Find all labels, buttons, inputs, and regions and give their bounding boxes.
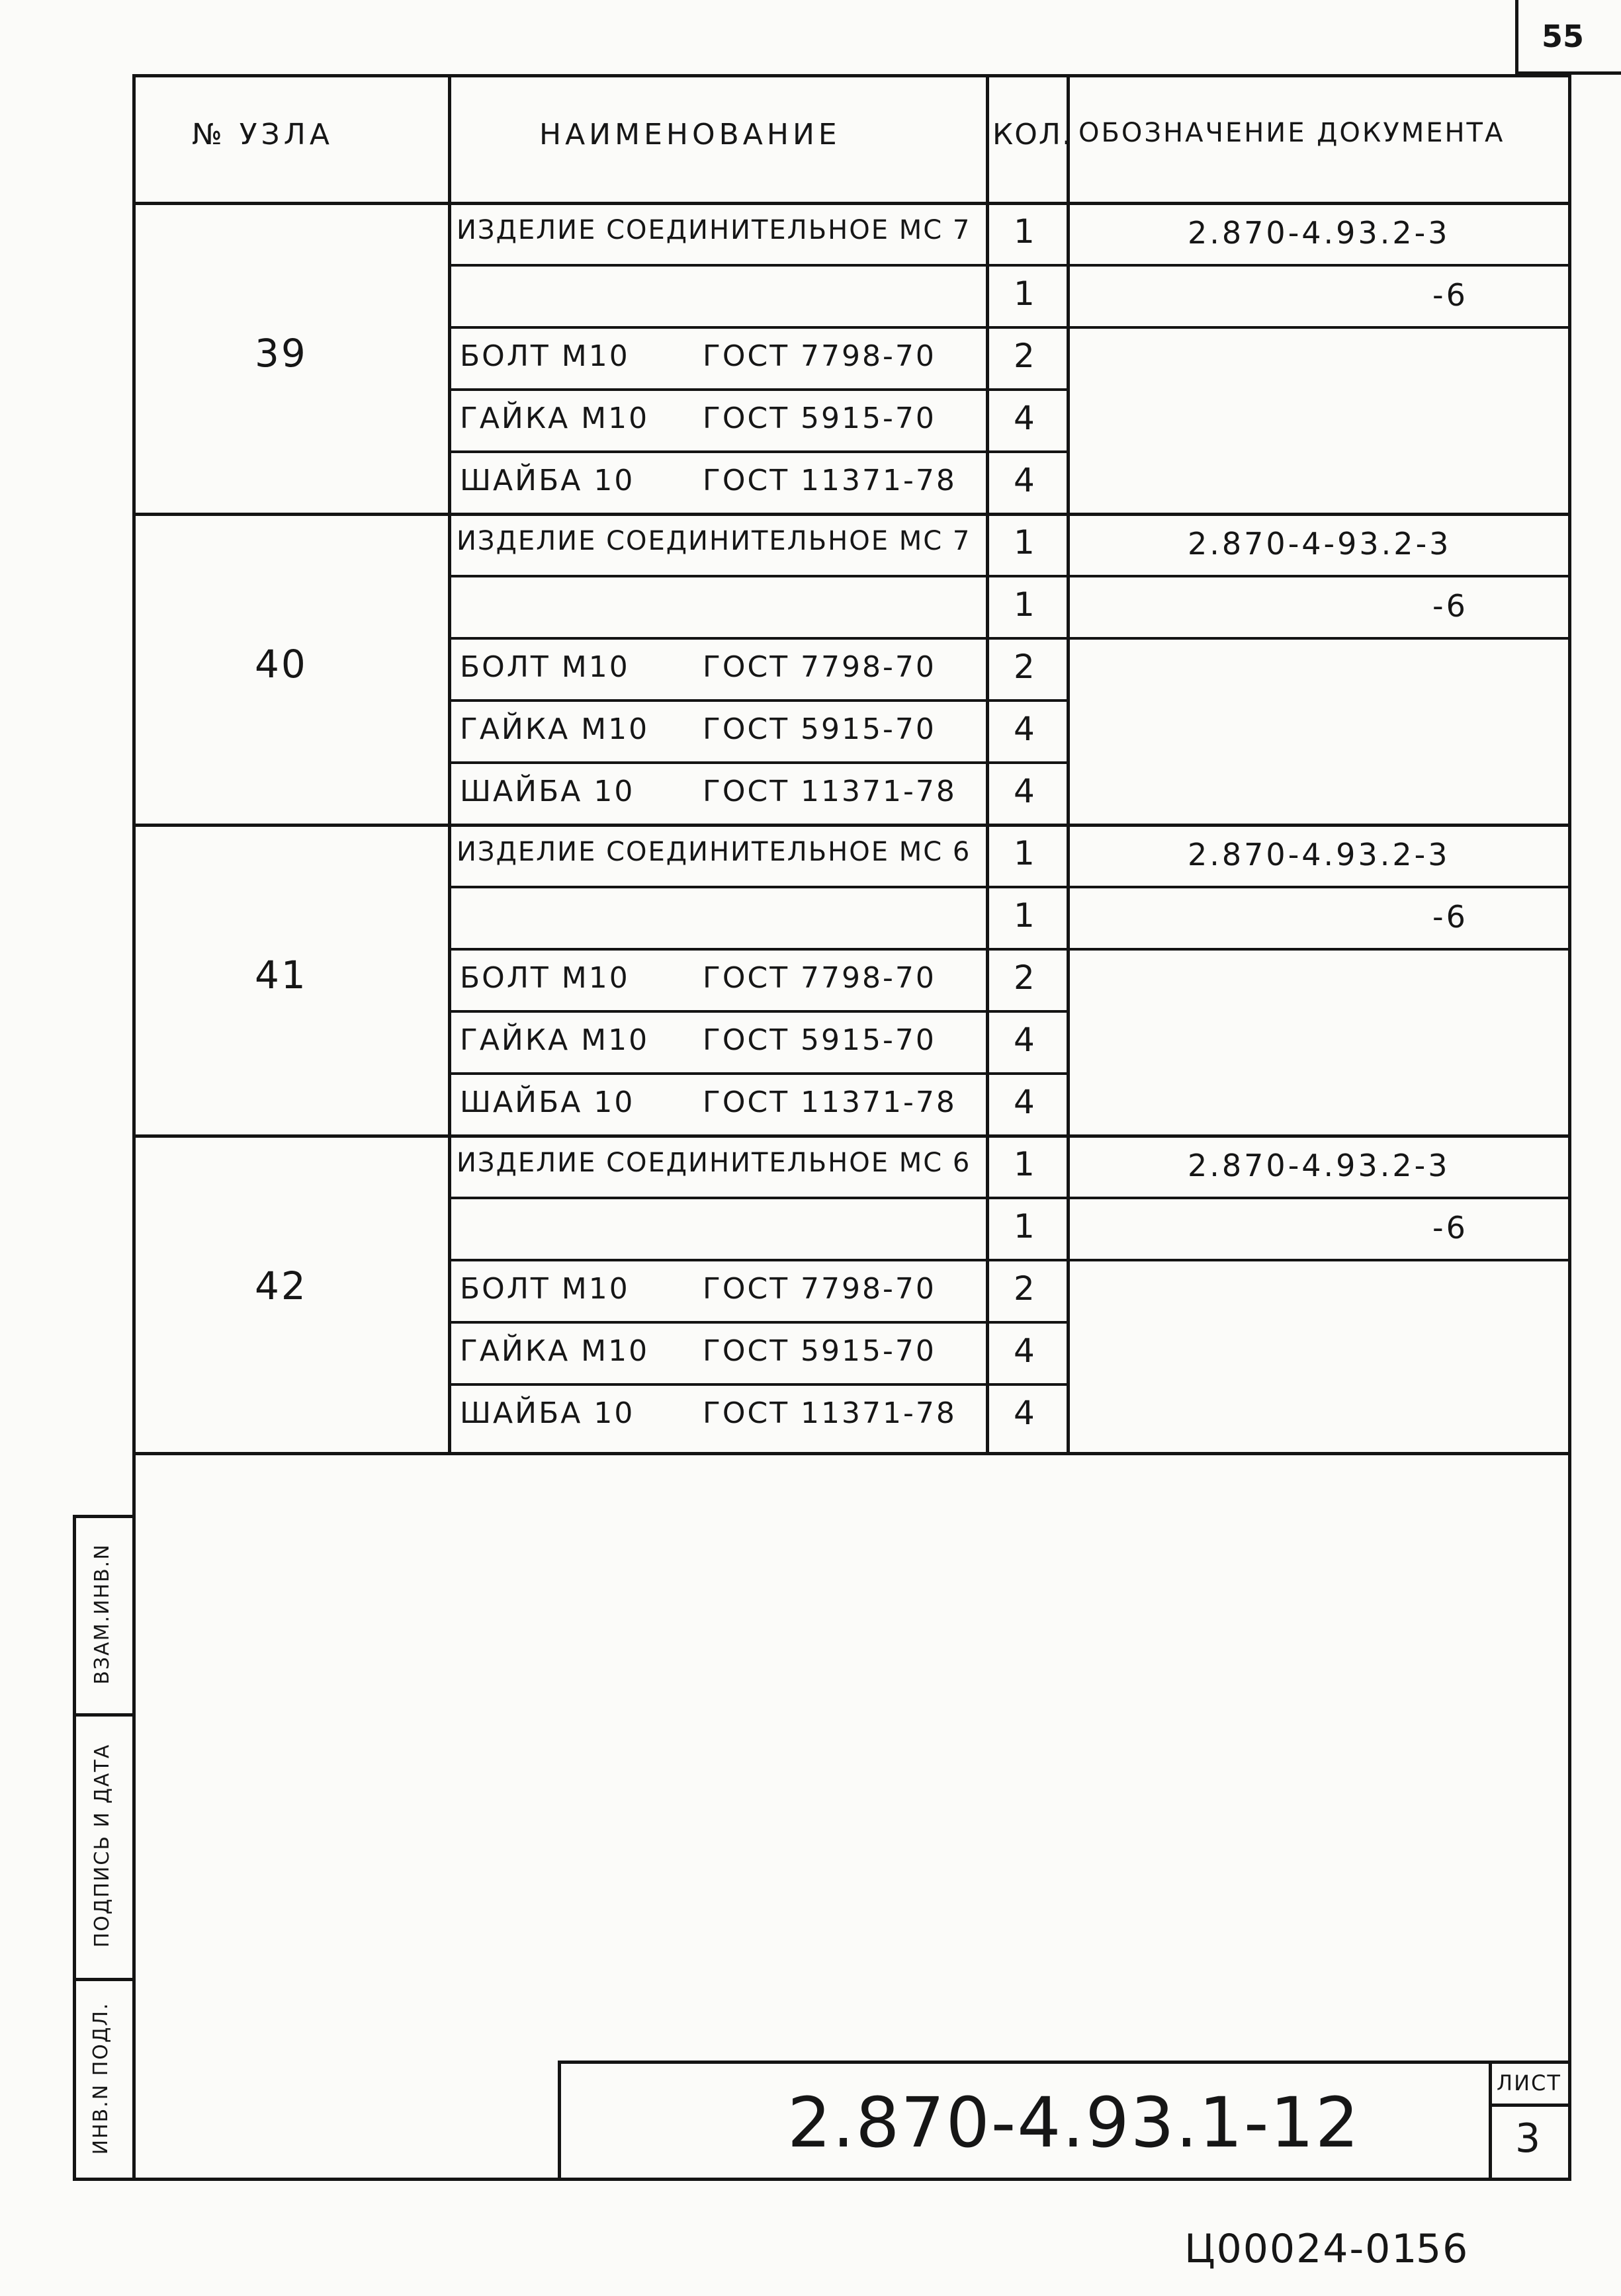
item-name: ГАЙКА М10 bbox=[460, 1334, 650, 1368]
document-code: 2.870-4.93.1-12 bbox=[787, 2082, 1360, 2163]
item-name: БОЛТ М10 bbox=[460, 1272, 630, 1306]
item-qty: 1 bbox=[1014, 1145, 1037, 1183]
item-name: ГАЙКА М10 bbox=[460, 712, 650, 746]
item-gost: ГОСТ 5915-70 bbox=[703, 1334, 936, 1368]
item-qty: 1 bbox=[1014, 275, 1037, 313]
item-name: ШАЙБА 10 bbox=[460, 1396, 635, 1430]
item-qty: 4 bbox=[1014, 461, 1037, 499]
item-qty: 4 bbox=[1014, 1332, 1037, 1370]
item-qty: 4 bbox=[1014, 399, 1037, 437]
item-gost: ГОСТ 5915-70 bbox=[703, 402, 936, 435]
item-qty: 4 bbox=[1014, 1021, 1037, 1059]
item-gost: ГОСТ 7798-70 bbox=[703, 961, 936, 995]
item-gost: ГОСТ 5915-70 bbox=[703, 712, 936, 746]
item-qty: 1 bbox=[1014, 1207, 1037, 1246]
node-number: 39 bbox=[255, 331, 308, 376]
footer-archive-code: Ц00024-01 bbox=[1184, 2226, 1419, 2272]
item-name: ИЗДЕЛИЕ СОЕДИНИТЕЛЬНОЕ МС 6 bbox=[457, 1148, 971, 1178]
item-qty: 4 bbox=[1014, 772, 1037, 810]
item-qty: 2 bbox=[1014, 1269, 1037, 1308]
item-name: ИЗДЕЛИЕ СОЕДИНИТЕЛЬНОЕ МС 7 bbox=[457, 215, 971, 245]
item-name: БОЛТ М10 bbox=[460, 650, 630, 684]
item-qty: 1 bbox=[1014, 896, 1037, 935]
item-qty: 1 bbox=[1014, 212, 1037, 251]
item-name: ИЗДЕЛИЕ СОЕДИНИТЕЛЬНОЕ МС 7 bbox=[457, 526, 971, 556]
page-number: 55 bbox=[1542, 19, 1585, 54]
item-gost: ГОСТ 7798-70 bbox=[703, 339, 936, 373]
node-number: 42 bbox=[255, 1263, 308, 1308]
item-gost: ГОСТ 5915-70 bbox=[703, 1023, 936, 1057]
item-document: 2.870-4.93.2-3 bbox=[1188, 837, 1450, 872]
item-document: 2.870-4.93.2-3 bbox=[1188, 1148, 1450, 1183]
item-gost: ГОСТ 11371-78 bbox=[703, 1085, 957, 1119]
item-gost: ГОСТ 7798-70 bbox=[703, 1272, 936, 1306]
item-document: -6 bbox=[1432, 899, 1468, 935]
item-name: ИЗДЕЛИЕ СОЕДИНИТЕЛЬНОЕ МС 6 bbox=[457, 837, 971, 867]
item-name: ГАЙКА М10 bbox=[460, 1023, 650, 1057]
item-document: 2.870-4-93.2-3 bbox=[1188, 526, 1452, 562]
header-document: ОБОЗНАЧЕНИЕ ДОКУМЕНТА bbox=[1078, 118, 1505, 148]
footer-page: 56 bbox=[1416, 2226, 1469, 2272]
item-name: БОЛТ М10 bbox=[460, 961, 630, 995]
podpis-label: ПОДПИСЬ И ДАТА bbox=[91, 1743, 114, 1948]
item-gost: ГОСТ 11371-78 bbox=[703, 1396, 957, 1430]
node-number: 41 bbox=[255, 953, 308, 998]
item-document: -6 bbox=[1432, 1210, 1468, 1246]
item-qty: 1 bbox=[1014, 585, 1037, 624]
item-qty: 1 bbox=[1014, 834, 1037, 872]
vzam-label: ВЗАМ.ИНВ.N bbox=[91, 1543, 114, 1685]
item-document: 2.870-4.93.2-3 bbox=[1188, 215, 1450, 251]
item-qty: 2 bbox=[1014, 337, 1037, 375]
item-qty: 4 bbox=[1014, 710, 1037, 748]
item-name: ШАЙБА 10 bbox=[460, 1085, 635, 1119]
header-name: НАИМЕНОВАНИЕ bbox=[539, 118, 841, 151]
item-gost: ГОСТ 11371-78 bbox=[703, 464, 957, 497]
item-name: ШАЙБА 10 bbox=[460, 775, 635, 808]
item-gost: ГОСТ 7798-70 bbox=[703, 650, 936, 684]
item-name: ГАЙКА М10 bbox=[460, 402, 650, 435]
item-name: ШАЙБА 10 bbox=[460, 464, 635, 497]
item-qty: 1 bbox=[1014, 523, 1037, 562]
node-number: 40 bbox=[255, 642, 308, 687]
header-qty: КОЛ. bbox=[992, 118, 1073, 151]
sheet-label: ЛИСТ bbox=[1497, 2070, 1561, 2096]
item-document: -6 bbox=[1432, 277, 1468, 313]
item-qty: 4 bbox=[1014, 1083, 1037, 1121]
item-qty: 2 bbox=[1014, 958, 1037, 997]
item-qty: 2 bbox=[1014, 648, 1037, 686]
item-name: БОЛТ М10 bbox=[460, 339, 630, 373]
item-qty: 4 bbox=[1014, 1394, 1037, 1432]
item-gost: ГОСТ 11371-78 bbox=[703, 775, 957, 808]
header-node-no: № УЗЛА bbox=[192, 118, 333, 151]
item-document: -6 bbox=[1432, 588, 1468, 624]
inv-podl-label: ИНВ.N ПОДЛ. bbox=[89, 2002, 112, 2155]
sheet-number: 3 bbox=[1515, 2115, 1541, 2162]
